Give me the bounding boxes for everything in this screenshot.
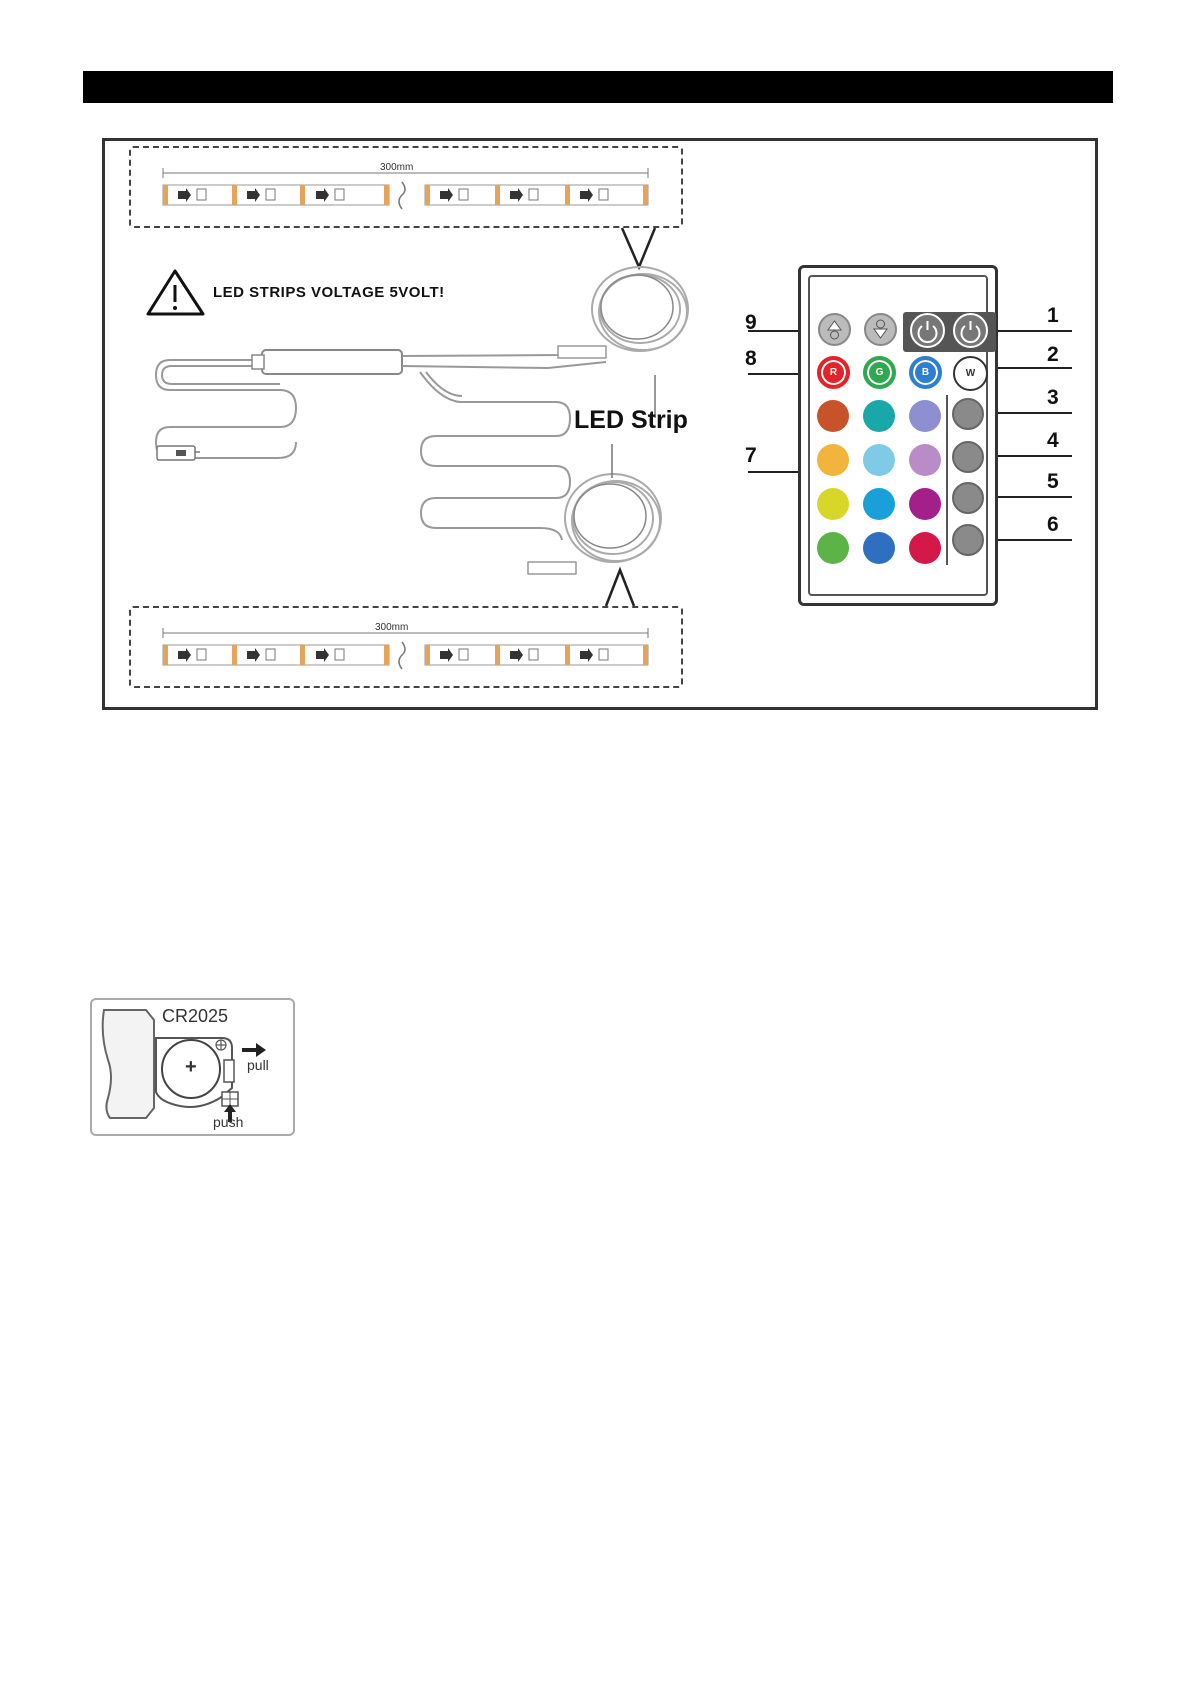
mode-button-4[interactable] [952,524,984,556]
battery-plus-sign: + [185,1056,197,1078]
battery-type-label: CR2025 [162,1006,229,1026]
blue-button-letter: B [921,367,930,378]
callout-9: 9 [745,311,757,334]
strip-cables [402,352,606,540]
controller-box [252,350,402,374]
remote-edge-shape [103,1010,154,1118]
callout-3: 3 [1047,386,1059,409]
callout-8: 8 [745,347,757,370]
color-button[interactable] [817,532,849,564]
bottom-led-strip [163,642,648,669]
green-button-letter: G [875,367,884,378]
pull-arrow-icon [242,1043,266,1057]
pull-label: pull [247,1057,269,1073]
voltage-warning: LED STRIPS VOLTAGE 5VOLT! [213,284,445,301]
brightness-down-button[interactable] [864,313,897,346]
color-button[interactable] [909,532,941,564]
red-button-letter: R [829,367,838,378]
bottom-strip-length-label: 300mm [375,622,409,633]
led-strip-label: LED Strip [574,406,688,434]
bottom-strip-dimension-line [163,628,648,638]
usb-plug-icon [157,446,195,460]
color-button[interactable] [817,444,849,476]
brightness-up-icon [820,315,849,344]
power-icon [955,315,986,346]
lower-led-coil [565,474,661,562]
top-strip-dimension-line [163,168,648,178]
mode-button-1[interactable] [952,398,984,430]
warning-triangle-icon [148,271,203,314]
brightness-down-icon [866,315,895,344]
tray-latch [224,1060,234,1082]
power-icon [912,315,943,346]
callout-2: 2 [1047,343,1059,366]
green-button[interactable] [863,356,896,389]
bottom-callout-pointer [606,570,634,606]
top-strip-length-label: 300mm [380,162,414,173]
color-button[interactable] [817,488,849,520]
color-button[interactable] [863,444,895,476]
upper-strip-end-cap [558,346,606,358]
mode-button-3[interactable] [952,482,984,514]
callout-7: 7 [745,444,757,467]
power-off-button[interactable] [910,313,945,348]
color-button[interactable] [909,444,941,476]
callout-1: 1 [1047,304,1059,327]
blue-button[interactable] [909,356,942,389]
brightness-up-button[interactable] [818,313,851,346]
color-button[interactable] [817,400,849,432]
color-button[interactable] [863,532,895,564]
top-callout-pointer [622,228,655,267]
callout-4: 4 [1047,429,1059,452]
red-button[interactable] [817,356,850,389]
lower-strip-end-cap [528,562,576,574]
top-led-strip [163,182,648,209]
upper-led-coil [592,267,688,351]
power-on-button[interactable] [953,313,988,348]
color-button[interactable] [863,400,895,432]
mode-button-2[interactable] [952,441,984,473]
color-button[interactable] [909,400,941,432]
callout-6: 6 [1047,513,1059,536]
color-grid [817,400,957,590]
led-strip-diagram [0,0,1191,760]
color-button[interactable] [909,488,941,520]
white-button-letter: W [965,368,976,379]
color-button[interactable] [863,488,895,520]
function-column-divider [946,395,948,565]
push-label: push [213,1114,244,1130]
callout-5: 5 [1047,470,1059,493]
white-button[interactable] [953,356,988,391]
